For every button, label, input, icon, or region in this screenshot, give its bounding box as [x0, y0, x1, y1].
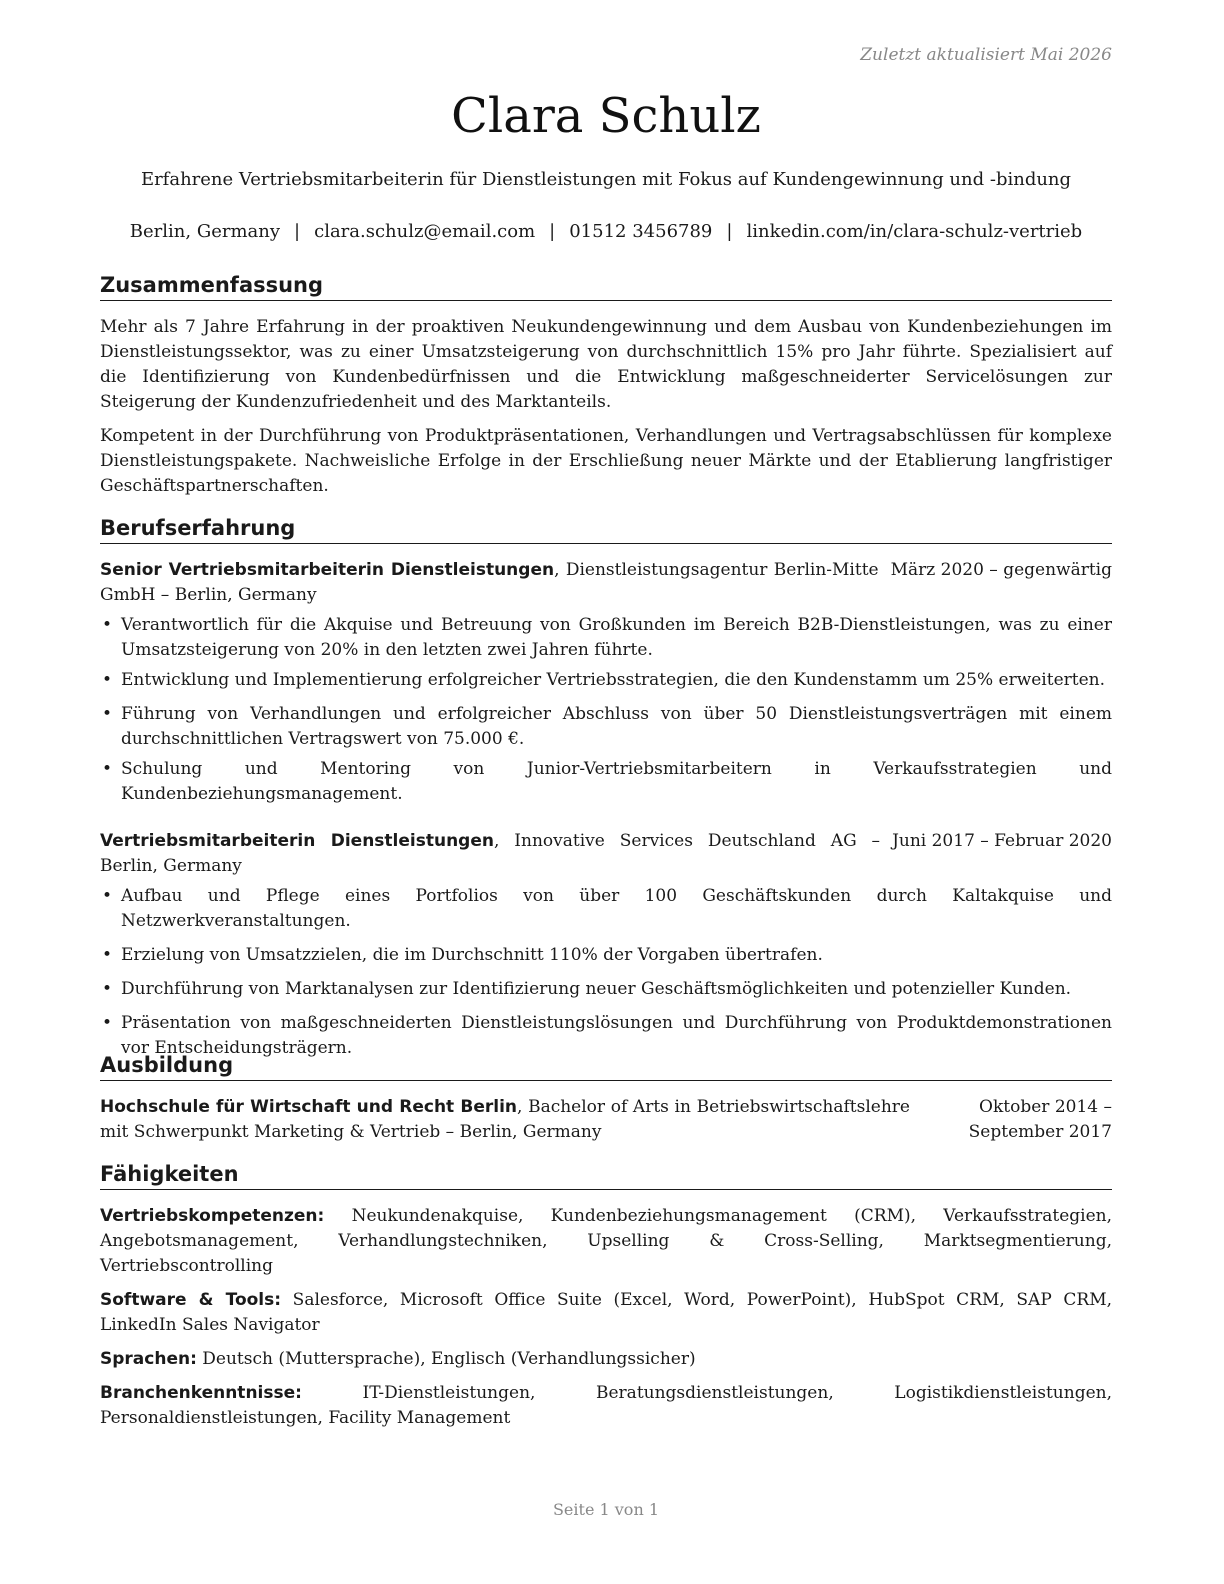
page-number: Seite 1 von 1 — [552, 1500, 660, 1519]
summary-section — [100, 272, 1112, 499]
job-company: , Innovative Services Deutschland AG – Berlin, Germany — [100, 831, 881, 876]
skill-value: Neukundenakquise, Kundenbeziehungsmanagement (CRM), Verkaufsstrategien, Angebotsmanagement, Verhandlungstechniken, Upselling & Cross-Selling, Marktsegmentierung, Vertriebscontrolling — [100, 1206, 1112, 1276]
education-entry — [100, 1095, 1112, 1145]
list-item: • Präsentation von maßgeschneiderten Dienstleistungslösungen und Durchführung von Produktdemonstrationen vor Entscheidungsträgern. — [102, 1013, 1112, 1058]
job-header — [100, 829, 1112, 879]
tagline: Erfahrene Vertriebsmitarbeiterin für Dienstleistungen mit Fokus auf Kundengewinnung und -bindung — [140, 169, 1072, 190]
skill-label: Vertriebskompetenzen: — [100, 1206, 325, 1226]
experience-section — [100, 515, 1112, 1061]
bullet-icon: • — [102, 945, 113, 965]
section-title-education: Ausbildung — [100, 1052, 1112, 1081]
job-bullets — [100, 884, 1112, 1061]
contact-separator: | — [549, 221, 556, 242]
skill-label: Branchenkenntnisse: — [100, 1383, 302, 1403]
skill-value: Salesforce, Microsoft Office Suite (Excel, Word, PowerPoint), HubSpot CRM, SAP CRM, LinkedIn Sales Navigator — [100, 1290, 1112, 1335]
education-degree: , Bachelor of Arts in Betriebswirtschaftslehre mit Schwerpunkt Marketing & Vertrieb – Berlin, Germany — [100, 1097, 910, 1142]
contact-line — [100, 219, 1112, 245]
list-item: • Führung von Verhandlungen und erfolgreicher Abschluss von über 50 Dienstleistungsverträgen mit einem durchschnittlichen Vertragswert von 75.000 €. — [102, 704, 1112, 749]
job-role: Vertriebsmitarbeiterin Dienstleistungen — [100, 831, 494, 851]
skill-value: Deutsch (Muttersprache), Englisch (Verhandlungssicher) — [196, 1349, 696, 1369]
contact-phone[interactable]: 01512 3456789 — [569, 221, 713, 242]
list-item: • Verantwortlich für die Akquise und Betreuung von Großkunden im Bereich B2B-Dienstleistungen, was zu einer Umsatzsteigerung von 20% in den letzten zwei Jahren führte. — [102, 615, 1112, 660]
job-bullets — [100, 613, 1112, 807]
contact-linkedin[interactable]: linkedin.com/in/clara-schulz-vertrieb — [746, 221, 1083, 242]
bullet-icon: • — [102, 886, 113, 906]
bullet-icon: • — [102, 1013, 113, 1033]
last-updated-note: Zuletzt aktualisiert Mai 2026 — [860, 45, 1112, 65]
education-school: Hochschule für Wirtschaft und Recht Berlin — [100, 1097, 517, 1117]
job-role: Senior Vertriebsmitarbeiterin Dienstleistungen — [100, 560, 555, 580]
summary-paragraph: Mehr als 7 Jahre Erfahrung in der proaktiven Neukundengewinnung und dem Ausbau von Kundenbeziehungen im Dienstleistungssektor, was zu einer Umsatzsteigerung von durchschnittlich 15% pro Jahr führte. Spezialisiert auf die Identifizierung von Kundenbedürfnissen und die Entwicklung maßgeschneiderter Servicelösungen zur Steigerung der Kundenzufriedenheit und des Marktanteils. — [100, 317, 1112, 412]
job-header — [100, 558, 1112, 608]
job-dates: März 2020 – gegenwärtig — [890, 560, 1112, 580]
summary-paragraph: Kompetent in der Durchführung von Produktpräsentationen, Verhandlungen und Vertragsabschlüssen für komplexe Dienstleistungspakete. Nachweisliche Erfolge in der Erschließung neuer Märkte und der Etablierung langfristiger Geschäftspartnerschaften. — [100, 426, 1112, 496]
contact-email[interactable]: clara.schulz@email.com — [314, 221, 536, 242]
bullet-icon: • — [102, 704, 113, 724]
bullet-icon: • — [102, 759, 113, 779]
skill-row — [100, 1347, 1112, 1372]
list-item: • Aufbau und Pflege eines Portfolios von über 100 Geschäftskunden durch Kaltakquise und Netzwerkveranstaltungen. — [102, 886, 1112, 931]
bullet-icon: • — [102, 615, 113, 635]
contact-separator: | — [294, 221, 301, 242]
contact-location: Berlin, Germany — [129, 221, 281, 242]
education-dates: Oktober 2014 – September 2017 — [968, 1097, 1112, 1142]
section-title-skills: Fähigkeiten — [100, 1161, 1112, 1190]
list-item: • Durchführung von Marktanalysen zur Identifizierung neuer Geschäftsmöglichkeiten und potenzieller Kunden. — [100, 977, 1112, 1002]
contact-separator: | — [726, 221, 733, 242]
list-item: • Schulung und Mentoring von Junior-Vertriebsmitarbeitern in Verkaufsstrategien und Kundenbeziehungsmanagement. — [102, 759, 1112, 804]
section-title-experience: Berufserfahrung — [100, 515, 1112, 544]
skills-section — [100, 1161, 1112, 1431]
candidate-name: Clara Schulz — [451, 88, 761, 144]
skill-label: Software & Tools: — [100, 1290, 282, 1310]
skill-row — [100, 1288, 1112, 1338]
skill-label: Sprachen: — [100, 1349, 197, 1369]
education-section — [100, 1052, 1112, 1145]
skill-row — [100, 1204, 1112, 1279]
skill-row — [100, 1381, 1112, 1431]
section-title-summary: Zusammenfassung — [100, 272, 1112, 301]
job-entry — [100, 829, 1112, 1061]
job-entry — [100, 558, 1112, 807]
job-dates: Juni 2017 – Februar 2020 — [892, 831, 1112, 851]
list-item: • Erzielung von Umsatzzielen, die im Durchschnitt 110% der Vorgaben übertrafen. — [100, 943, 1112, 968]
bullet-icon: • — [102, 979, 113, 999]
list-item: • Entwicklung und Implementierung erfolgreicher Vertriebsstrategien, die den Kundenstamm um 25% erweiterten. — [100, 668, 1112, 693]
resume-page — [100, 0, 1112, 1584]
job-company: , Dienstleistungsagentur Berlin-Mitte GmbH – Berlin, Germany — [100, 560, 879, 605]
skill-value: IT-Dienstleistungen, Beratungsdienstleistungen, Logistikdienstleistungen, Personaldienstleistungen, Facility Management — [100, 1383, 1112, 1428]
bullet-icon: • — [102, 670, 113, 690]
